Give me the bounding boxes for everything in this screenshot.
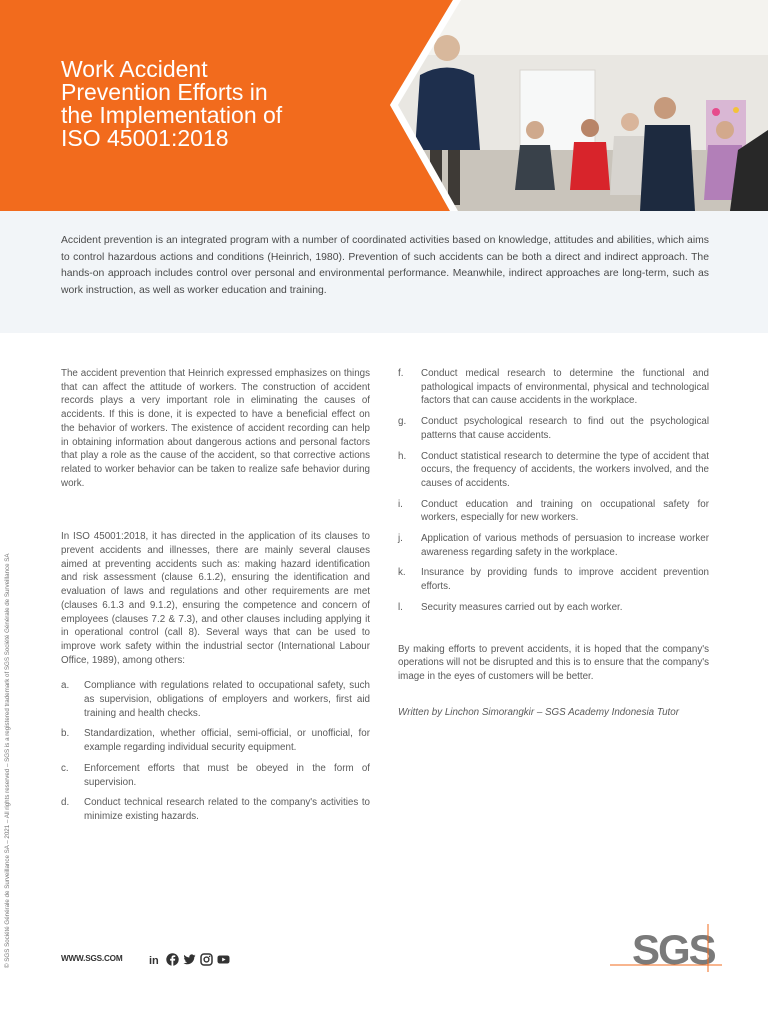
list-item [398,498,709,525]
list-item-text: Conduct psychological research to find out the psychological patterns that cause accidents. [421,416,709,441]
list-marker: b. [61,728,70,740]
closing-paragraph: By making efforts to prevent accidents, it is hoped that the company's operations will not be disrupted and this is to ensure that the company's image in the eyes of customers will be better. [398,643,709,682]
youtube-icon[interactable] [217,953,230,966]
svg-text:in: in [149,955,159,966]
title-line: the Implementation of [61,102,283,128]
twitter-icon[interactable] [183,953,196,966]
list-marker: g. [398,416,407,428]
list-marker: k. [398,567,406,579]
list-item-text: Conduct statistical research to determine the type of accident that occurs, the frequency of accidents, the workers involved, and the causes of accidents. [421,450,709,489]
author-credit: Written by Linchon Simorangkir – SGS Academy Indonesia Tutor [398,706,679,718]
right-column [398,367,709,719]
list-item-text: Conduct education and training on occupational safety for workers, especially for new workers. [421,498,709,524]
list-item-text: Security measures carried out by each worker. [421,601,623,613]
list-item [398,367,709,408]
title-line: Work Accident [61,56,208,82]
list-item [61,727,370,754]
left-column [61,367,370,824]
list-marker: l. [398,601,403,613]
list-marker: d. [61,797,70,809]
method-list [61,679,370,823]
body-paragraph: The accident prevention that Heinrich expressed emphasizes on things that can affect the attitude of workers. The construction of accident records plays a very important role in eliminating the causes of accidents. If this is done, it is expected to have a beneficial effect on the behavior of workers. The existence of accident recording can help in obtaining information about dangerous actions and personal factors that play a role as the cause of the accident, so that corrective actions related to worker behavior can be taken to realize safe behavior during work. [61,368,370,489]
list-item [398,566,709,593]
list-item-text: Enforcement efforts that must be obeyed in the form of supervision. [84,762,370,788]
list-item-text: Compliance with regulations related to occupational safety, such as supervision, obligations of employers and workers, first aid training and health checks. [84,680,370,719]
list-item [398,415,709,442]
list-marker: h. [398,450,407,462]
title-line: ISO 45001:2018 [61,125,229,151]
method-list-continued [398,367,709,615]
list-marker: f. [398,368,404,379]
copyright-note: © SGS Société Générale de Surveillance SA – 2021 – All rights reserved – SGS is a registered trademark of SGS Société Générale de Surveillance SA [4,553,11,968]
list-item [61,796,370,823]
list-marker: i. [398,498,403,510]
list-marker: c. [61,762,69,774]
list-item-text: Standardization, whether official, semi-official, or unofficial, for example regarding individual security equipment. [84,728,370,754]
title-line: Prevention Efforts in [61,79,268,105]
intro-paragraph: Accident prevention is an integrated program with a number of coordinated activities based on knowledge, attitudes and abilities, which aims to control hazardous actions and conditions (Heinrich, 1980). Prevention of such accidents can be both a direct and indirect approach. The hands-on approach includes control over personal and environmental performance. Meanwhile, indirect approaches are long-term, such as work instruction, as well as worker education and training. [61,235,709,296]
hero-banner [0,0,768,211]
list-item [398,532,709,559]
website-link[interactable]: WWW.SGS.COM [61,954,123,963]
sgs-logo [610,922,724,972]
list-item-text: Application of various methods of persuasion to increase worker awareness regarding safety in the workplace. [421,533,709,558]
list-item [61,679,370,720]
list-item-text: Conduct technical research related to the company's activities to minimize existing hazards. [84,797,370,822]
list-item-text: Insurance by providing funds to improve accident prevention efforts. [421,567,709,593]
svg-text:SGS: SGS [632,926,715,972]
list-marker: a. [61,680,70,692]
list-item-text: Conduct medical research to determine the functional and pathological impacts of environmental, physical and technological factors that can cause accidents in the workplace. [421,368,709,407]
social-links [149,953,230,966]
linkedin-icon[interactable] [149,953,162,966]
list-item [398,450,709,491]
list-item [398,601,709,615]
list-item [61,762,370,789]
instagram-icon[interactable] [200,953,213,966]
facebook-icon[interactable] [166,953,179,966]
body-paragraph: In ISO 45001:2018, it has directed in the application of its clauses to prevent accidents and illnesses, there are mainly several clauses aimed at preventing accidents such as: making hazard identification and risk assessment (clause 6.1.2), ensuring the identification and evaluation of laws and regulations and other requirements are met (clauses 6.1.3 and 9.1.2), ensuring the competence and concern of employees (clauses 7.2 & 7.3), and other clauses including applying it in operational control (call 8). Several ways that can be used to improve work safety within the industrial sector (International Labour Office, 1989), among others: [61,531,370,666]
page-title [61,58,381,150]
list-marker: j. [398,533,403,545]
